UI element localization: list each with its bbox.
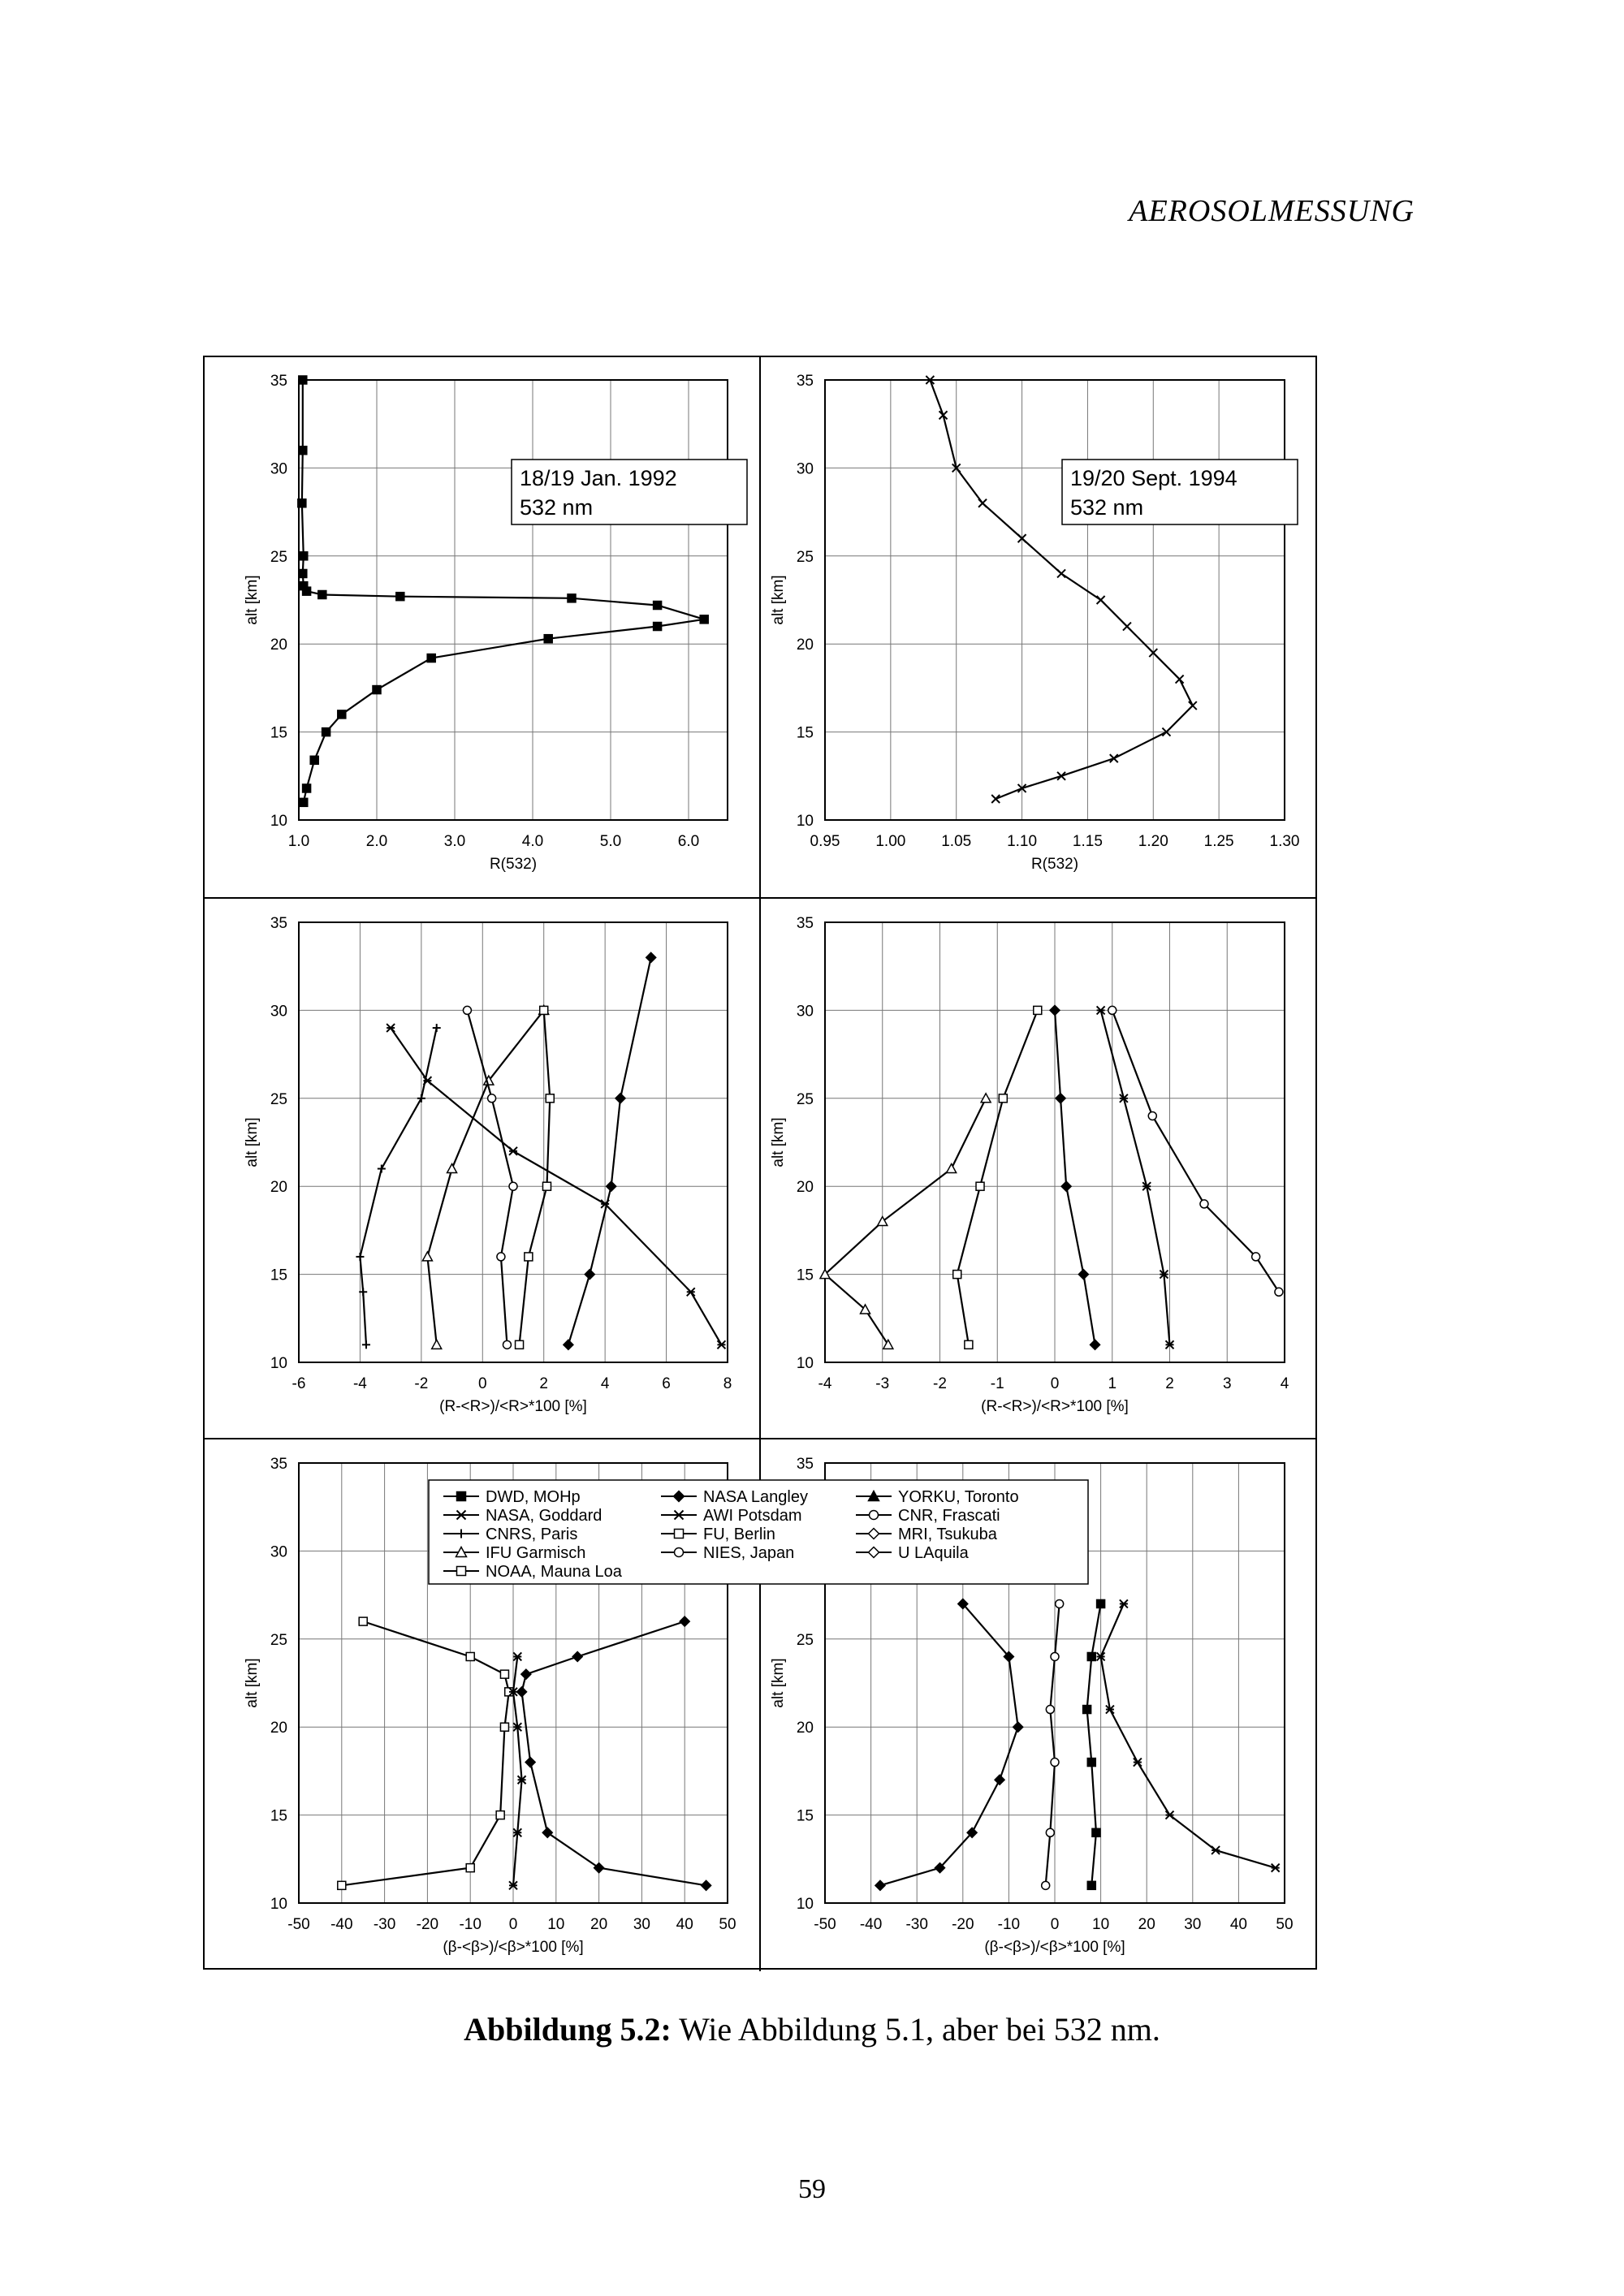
- marker-circle: [1051, 1652, 1059, 1660]
- marker-circle: [1108, 1006, 1116, 1014]
- x-tick-label: 10: [1092, 1916, 1110, 1933]
- marker-diamond: [1050, 1005, 1060, 1015]
- y-tick-label: 30: [796, 1003, 814, 1021]
- y-tick-label: 15: [270, 1807, 287, 1825]
- marker-square: [466, 1652, 474, 1660]
- x-tick-label: 1: [1108, 1375, 1117, 1392]
- data-series: [875, 1599, 1023, 1890]
- x-tick-label: 4: [600, 1375, 610, 1392]
- marker-diamond: [572, 1651, 582, 1661]
- x-tick-label: -3: [875, 1375, 890, 1392]
- data-series: [564, 952, 656, 1349]
- marker-square: [953, 1271, 961, 1279]
- marker-diamond: [1061, 1181, 1071, 1191]
- marker-circle: [1051, 1759, 1059, 1767]
- marker-diamond: [564, 1340, 573, 1349]
- legend-label: FU, Berlin: [703, 1526, 775, 1543]
- y-tick-label: 20: [796, 637, 814, 654]
- data-series: [926, 376, 1196, 803]
- x-tick-label: 20: [1138, 1916, 1155, 1933]
- y-tick-label: 10: [270, 1355, 287, 1372]
- marker-circle: [497, 1253, 505, 1261]
- x-tick-label: -4: [818, 1375, 832, 1392]
- series-line: [522, 1621, 706, 1885]
- x-tick-label: -2: [933, 1375, 947, 1392]
- chart-panel-top-right: [770, 373, 1299, 873]
- x-tick-label: -50: [814, 1916, 836, 1933]
- y-tick-label: 25: [270, 1631, 287, 1649]
- x-tick-label: 4.0: [521, 833, 544, 850]
- marker-square: [373, 686, 381, 694]
- legend-label: YORKU, Toronto: [898, 1488, 1019, 1506]
- marker-square: [544, 635, 552, 643]
- x-tick-label: 0: [1050, 1375, 1060, 1392]
- marker-square: [568, 594, 576, 602]
- marker-diamond: [521, 1669, 531, 1679]
- marker-square: [318, 590, 326, 598]
- x-tick-label: -20: [952, 1916, 974, 1933]
- marker-square: [359, 1617, 367, 1625]
- marker-circle: [1275, 1288, 1283, 1296]
- marker-square: [299, 447, 307, 455]
- x-tick-label: -40: [859, 1916, 883, 1933]
- x-tick-label: 5.0: [599, 833, 622, 850]
- annotation-text: 18/19 Jan. 1992: [520, 466, 677, 490]
- y-tick-label: 25: [796, 1090, 814, 1108]
- series-line: [568, 957, 651, 1344]
- y-axis-label: alt [km]: [770, 1117, 787, 1167]
- marker-triangle: [432, 1340, 442, 1349]
- marker-circle: [488, 1094, 496, 1103]
- y-tick-label: 35: [796, 915, 814, 932]
- marker-square: [525, 1253, 533, 1261]
- x-tick-label: -2: [414, 1375, 429, 1392]
- marker-square: [976, 1182, 984, 1190]
- data-series: [820, 1094, 991, 1349]
- x-tick-label: 6.0: [677, 833, 700, 850]
- x-tick-label: -40: [330, 1916, 353, 1933]
- series-line: [1046, 1603, 1060, 1885]
- marker-square: [496, 1811, 504, 1819]
- marker-circle: [1046, 1828, 1054, 1836]
- legend-label: U LAquila: [898, 1544, 969, 1562]
- figure-grid: [203, 356, 1317, 1971]
- x-tick-label: 1.05: [941, 833, 972, 850]
- y-tick-label: 20: [270, 1720, 287, 1737]
- series-line: [1101, 1010, 1170, 1344]
- series-line: [427, 1010, 543, 1344]
- chart-panel-top-left: [244, 373, 747, 873]
- annotation-text: 532 nm: [520, 495, 594, 520]
- marker-square: [500, 1670, 508, 1678]
- y-tick-label: 35: [796, 373, 814, 390]
- marker-square: [999, 1094, 1007, 1103]
- y-axis-label: alt [km]: [770, 575, 787, 625]
- legend-label: DWD, MOHp: [486, 1488, 581, 1506]
- x-axis-label: (β-<β>)/<β>*100 [%]: [984, 1939, 1125, 1956]
- caption-text: Wie Abbildung 5.1, aber bei 532 nm.: [679, 2011, 1160, 2048]
- marker-square: [546, 1094, 554, 1103]
- marker-square: [303, 587, 311, 595]
- legend-label: CNR, Frascati: [898, 1507, 1000, 1525]
- marker-square: [338, 710, 346, 719]
- y-tick-label: 15: [796, 724, 814, 742]
- marker-square: [516, 1340, 524, 1349]
- data-series: [422, 1005, 548, 1349]
- legend-label: MRI, Tsukuba: [898, 1526, 997, 1543]
- series-line: [520, 1010, 551, 1344]
- data-series: [463, 1006, 517, 1349]
- x-tick-label: 0: [508, 1916, 518, 1933]
- marker-square: [457, 1492, 466, 1501]
- y-tick-label: 20: [270, 1179, 287, 1197]
- y-tick-label: 15: [270, 1267, 287, 1284]
- marker-diamond: [1091, 1340, 1100, 1349]
- marker-circle: [509, 1182, 517, 1190]
- y-tick-label: 30: [270, 460, 287, 478]
- marker-diamond: [646, 952, 656, 962]
- marker-diamond: [615, 1094, 625, 1103]
- marker-diamond: [1056, 1094, 1065, 1103]
- x-tick-label: -10: [459, 1916, 482, 1933]
- x-tick-label: -4: [352, 1375, 367, 1392]
- data-series: [1042, 1599, 1064, 1889]
- marker-triangle: [883, 1340, 893, 1349]
- marker-square: [540, 1006, 548, 1014]
- annotation-text: 19/20 Sept. 1994: [1070, 466, 1237, 490]
- marker-square: [542, 1182, 551, 1190]
- series-line: [467, 1010, 513, 1344]
- x-tick-label: 0.95: [810, 833, 840, 850]
- x-tick-label: 40: [1229, 1916, 1247, 1933]
- marker-triangle: [447, 1164, 457, 1173]
- marker-diamond: [875, 1880, 885, 1890]
- x-tick-label: 3.0: [443, 833, 466, 850]
- y-tick-label: 20: [796, 1179, 814, 1197]
- series-line: [302, 380, 704, 802]
- legend-label: CNRS, Paris: [486, 1526, 578, 1543]
- y-axis-label: alt [km]: [244, 1658, 261, 1708]
- marker-circle: [675, 1548, 684, 1557]
- y-tick-label: 20: [270, 637, 287, 654]
- x-tick-label: -1: [990, 1375, 1004, 1392]
- marker-circle: [1200, 1200, 1208, 1208]
- x-tick-label: -30: [373, 1916, 396, 1933]
- data-series: [1050, 1005, 1100, 1349]
- y-tick-label: 35: [796, 1456, 814, 1473]
- x-tick-label: 2.0: [365, 833, 388, 850]
- marker-square: [1097, 1599, 1105, 1608]
- marker-square: [457, 1567, 466, 1576]
- x-tick-label: 0: [1050, 1916, 1060, 1933]
- x-tick-label: 1.00: [875, 833, 906, 850]
- x-tick-label: 0: [477, 1375, 487, 1392]
- marker-diamond: [607, 1181, 616, 1191]
- plot-area: [299, 380, 728, 820]
- x-tick-label: 2: [1165, 1375, 1174, 1392]
- y-tick-label: 10: [270, 1896, 287, 1913]
- marker-square: [1034, 1006, 1042, 1014]
- marker-square: [322, 728, 330, 736]
- y-tick-label: 25: [270, 1090, 287, 1108]
- marker-square: [654, 602, 662, 610]
- legend: [429, 1480, 1088, 1584]
- x-tick-label: 30: [633, 1916, 650, 1933]
- series-line: [342, 1621, 509, 1885]
- marker-square: [299, 569, 307, 577]
- x-tick-label: 1.20: [1138, 833, 1168, 850]
- page-number: 59: [798, 2174, 826, 2204]
- marker-square: [1087, 1652, 1095, 1660]
- y-tick-label: 25: [796, 1631, 814, 1649]
- y-tick-label: 30: [796, 460, 814, 478]
- x-axis-label: R(532): [489, 856, 538, 873]
- legend-label: NOAA, Mauna Loa: [486, 1563, 622, 1581]
- y-axis-label: alt [km]: [770, 1658, 787, 1708]
- y-tick-label: 30: [270, 1543, 287, 1561]
- y-tick-label: 15: [796, 1267, 814, 1284]
- marker-circle: [463, 1006, 471, 1014]
- y-tick-label: 25: [796, 548, 814, 566]
- x-tick-label: 1.30: [1269, 833, 1300, 850]
- legend-label: NIES, Japan: [703, 1544, 795, 1562]
- y-tick-label: 35: [270, 915, 287, 932]
- y-tick-label: 15: [796, 1807, 814, 1825]
- marker-square: [300, 552, 308, 560]
- x-tick-label: 50: [719, 1916, 736, 1933]
- marker-circle: [503, 1340, 511, 1349]
- x-tick-label: 40: [676, 1916, 693, 1933]
- marker-diamond: [995, 1775, 1004, 1785]
- y-tick-label: 20: [796, 1720, 814, 1737]
- x-axis-label: (β-<β>)/<β>*100 [%]: [443, 1939, 584, 1956]
- data-series: [338, 1617, 513, 1889]
- data-series: [517, 1616, 711, 1890]
- marker-square: [310, 756, 318, 764]
- marker-square: [1087, 1881, 1095, 1889]
- chart-panel-middle-right: [770, 915, 1289, 1415]
- legend-label: AWI Potsdam: [703, 1507, 802, 1525]
- series-line: [880, 1603, 1018, 1885]
- x-tick-label: 1.0: [287, 833, 310, 850]
- x-tick-label: 4: [1280, 1375, 1289, 1392]
- x-tick-label: 30: [1184, 1916, 1202, 1933]
- x-tick-label: -30: [905, 1916, 928, 1933]
- marker-square: [1083, 1706, 1091, 1714]
- legend-label: NASA, Goddard: [486, 1507, 603, 1525]
- x-tick-label: 6: [662, 1375, 671, 1392]
- page-header: [0, 0, 1624, 228]
- marker-triangle: [947, 1164, 957, 1173]
- x-tick-label: 3: [1222, 1375, 1232, 1392]
- marker-circle: [1056, 1599, 1064, 1608]
- x-tick-label: -20: [416, 1916, 439, 1933]
- x-tick-label: 50: [1276, 1916, 1294, 1933]
- marker-square: [338, 1881, 346, 1889]
- marker-square: [396, 593, 404, 601]
- marker-diamond: [1013, 1722, 1023, 1732]
- marker-square: [500, 1723, 508, 1731]
- y-tick-label: 15: [270, 724, 287, 742]
- data-series: [516, 1006, 555, 1349]
- x-tick-label: -10: [997, 1916, 1021, 1933]
- y-tick-label: 10: [796, 813, 814, 830]
- y-tick-label: 10: [270, 813, 287, 830]
- marker-circle: [1046, 1706, 1054, 1714]
- marker-circle: [1148, 1111, 1156, 1120]
- x-tick-label: 8: [723, 1375, 732, 1392]
- marker-square: [1087, 1759, 1095, 1767]
- series-line: [1101, 1603, 1276, 1867]
- chart-panel-middle-left: [244, 915, 732, 1415]
- y-tick-label: 10: [796, 1355, 814, 1372]
- legend-label: IFU Garmisch: [486, 1544, 586, 1562]
- x-axis-label: (R-<R>)/<R>*100 [%]: [981, 1398, 1129, 1415]
- marker-square: [700, 615, 708, 624]
- marker-square: [303, 784, 311, 792]
- series-line: [1055, 1010, 1095, 1344]
- marker-square: [299, 376, 307, 384]
- marker-circle: [870, 1511, 879, 1520]
- marker-circle: [1252, 1253, 1260, 1261]
- plot-area: [825, 380, 1285, 820]
- x-tick-label: 20: [590, 1916, 608, 1933]
- y-axis-label: alt [km]: [244, 1117, 261, 1167]
- marker-square: [965, 1340, 973, 1349]
- x-tick-label: -6: [292, 1375, 306, 1392]
- marker-diamond: [1078, 1270, 1088, 1280]
- data-series: [1097, 1006, 1174, 1349]
- legend-label: NASA Langley: [703, 1488, 808, 1506]
- x-tick-label: -50: [287, 1916, 310, 1933]
- figure-caption: [0, 2010, 1624, 2048]
- marker-diamond: [702, 1880, 711, 1890]
- y-tick-label: 30: [270, 1003, 287, 1021]
- marker-diamond: [525, 1758, 535, 1767]
- marker-square: [466, 1864, 474, 1872]
- marker-square: [427, 654, 435, 662]
- x-tick-label: 10: [547, 1916, 565, 1933]
- marker-diamond: [517, 1687, 527, 1697]
- y-tick-label: 35: [270, 1456, 287, 1473]
- data-series: [1108, 1006, 1283, 1296]
- y-tick-label: 35: [270, 373, 287, 390]
- data-series: [1097, 1599, 1280, 1871]
- marker-square: [300, 798, 308, 806]
- running-head: AEROSOLMESSUNG: [1129, 194, 1415, 228]
- marker-square: [298, 499, 306, 507]
- y-axis-label: alt [km]: [244, 575, 261, 625]
- marker-square: [1092, 1828, 1100, 1836]
- marker-diamond: [680, 1616, 689, 1626]
- y-tick-label: 10: [796, 1896, 814, 1913]
- x-tick-label: 1.10: [1007, 833, 1038, 850]
- x-tick-label: 2: [539, 1375, 549, 1392]
- marker-diamond: [585, 1270, 594, 1280]
- series-line: [1087, 1603, 1101, 1885]
- y-tick-label: 25: [270, 548, 287, 566]
- data-series: [1083, 1599, 1105, 1889]
- x-tick-label: 1.25: [1203, 833, 1234, 850]
- data-series: [298, 376, 708, 806]
- caption-label: Abbildung 5.2:: [464, 2011, 672, 2048]
- x-axis-label: R(532): [1030, 856, 1079, 873]
- marker-triangle: [422, 1252, 432, 1261]
- marker-square: [654, 623, 662, 631]
- annotation-text: 532 nm: [1070, 495, 1144, 520]
- x-axis-label: (R-<R>)/<R>*100 [%]: [439, 1398, 587, 1415]
- x-tick-label: 1.15: [1072, 833, 1103, 850]
- marker-circle: [1042, 1881, 1050, 1889]
- marker-square: [675, 1530, 684, 1539]
